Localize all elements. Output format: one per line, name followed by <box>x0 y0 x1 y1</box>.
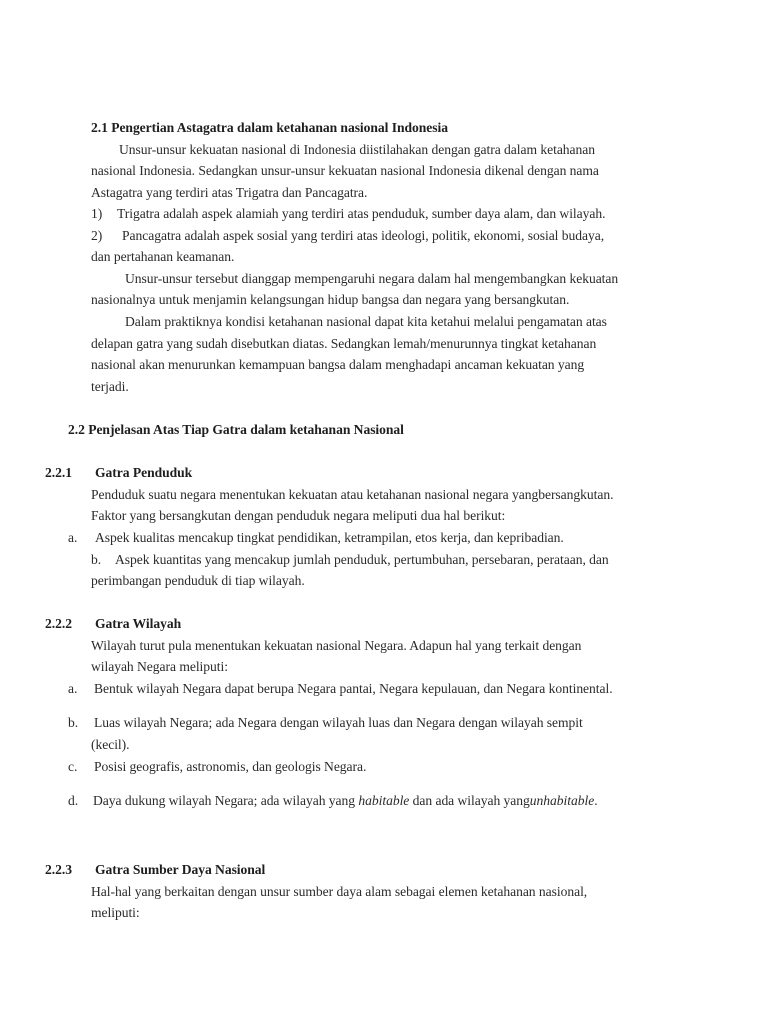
paragraph-line: nasionalnya untuk menjamin kelangsungan hidup bangsa dan negara yang bersangkutan. <box>91 292 570 307</box>
subsection-title: Gatra Wilayah <box>95 616 182 631</box>
list-item-text: Aspek kuantitas yang mencakup jumlah penduduk, pertumbuhan, persebaran, perataan, dan <box>115 552 609 567</box>
list-item-continuation: perimbangan penduduk di tiap wilayah. <box>91 573 305 588</box>
emphasis-term: habitable <box>358 793 410 808</box>
list-item-text: Trigatra adalah aspek alamiah yang terdiri atas penduduk, sumber daya alam, dan wilayah. <box>117 206 606 221</box>
subsection-title: Gatra Sumber Daya Nasional <box>95 862 266 877</box>
section-heading-2-2: 2.2 Penjelasan Atas Tiap Gatra dalam ketahanan Nasional <box>68 422 404 437</box>
paragraph-line: Hal-hal yang berkaitan dengan unsur sumber daya alam sebagai elemen ketahanan nasional, <box>91 884 588 899</box>
text-run: . <box>594 793 598 808</box>
list-marker: b. <box>68 715 79 730</box>
paragraph-line: Dalam praktiknya kondisi ketahanan nasional dapat kita ketahui melalui pengamatan atas <box>125 314 607 329</box>
list-marker: d. <box>68 793 79 808</box>
list-marker: b. <box>91 552 102 567</box>
list-item-text: Luas wilayah Negara; ada Negara dengan wilayah luas dan Negara dengan wilayah sempit <box>94 715 583 730</box>
list-marker: a. <box>68 530 78 545</box>
emphasis-term: unhabitable <box>529 793 595 808</box>
list-item-text: Aspek kualitas mencakup tingkat pendidikan, ketrampilan, etos kerja, dan kepribadian. <box>95 530 564 545</box>
list-item-text: Bentuk wilayah Negara dapat berupa Negara pantai, Negara kepulauan, dan Negara kontinental. <box>94 681 613 696</box>
list-item-continuation: (kecil). <box>91 737 130 752</box>
paragraph-line: Faktor yang bersangkutan dengan penduduk negara meliputi dua hal berikut: <box>91 508 506 523</box>
list-item-continuation: dan pertahanan keamanan. <box>91 249 235 264</box>
subsection-title: Gatra Penduduk <box>95 465 193 480</box>
paragraph-line: delapan gatra yang sudah disebutkan diatas. Sedangkan lemah/menurunnya tingkat ketahanan <box>91 336 597 351</box>
paragraph-line: meliputi: <box>91 905 140 920</box>
subsection-number: 2.2.1 <box>45 465 72 480</box>
list-item-text <box>93 791 598 811</box>
list-number: 1) <box>91 206 103 221</box>
text-run: Daya dukung wilayah Negara; ada wilayah yang <box>93 793 359 808</box>
paragraph-line: nasional Indonesia. Sedangkan unsur-unsur kekuatan nasional Indonesia dikenal dengan nama <box>91 163 599 178</box>
paragraph-line: Wilayah turut pula menentukan kekuatan nasional Negara. Adapun hal yang terkait dengan <box>91 638 582 653</box>
subsection-number: 2.2.3 <box>45 862 72 877</box>
paragraph-line: Astagatra yang terdiri atas Trigatra dan Pancagatra. <box>91 185 368 200</box>
paragraph-line: terjadi. <box>91 379 129 394</box>
subsection-number: 2.2.2 <box>45 616 72 631</box>
paragraph-line: nasional akan menurunkan kemampuan bangsa dalam menghadapi ancaman kekuatan yang <box>91 357 585 372</box>
list-item-text: Posisi geografis, astronomis, dan geologis Negara. <box>94 759 367 774</box>
list-marker: a. <box>68 681 78 696</box>
section-heading-2-1: 2.1 Pengertian Astagatra dalam ketahanan nasional Indonesia <box>91 120 448 135</box>
paragraph-line: wilayah Negara meliputi: <box>91 659 228 674</box>
paragraph-line: Unsur-unsur tersebut dianggap mempengaruhi negara dalam hal mengembangkan kekuatan <box>125 271 619 286</box>
paragraph-line: Unsur-unsur kekuatan nasional di Indonesia diistilahakan dengan gatra dalam ketahanan <box>119 142 596 157</box>
list-number: 2) <box>91 228 103 243</box>
text-run: dan ada wilayah yang <box>409 793 530 808</box>
list-marker: c. <box>68 759 78 774</box>
list-item-text: Pancagatra adalah aspek sosial yang terdiri atas ideologi, politik, ekonomi, sosial budaya, <box>122 228 605 243</box>
paragraph-line: Penduduk suatu negara menentukan kekuatan atau ketahanan nasional negara yangbersangkutan. <box>91 487 614 502</box>
